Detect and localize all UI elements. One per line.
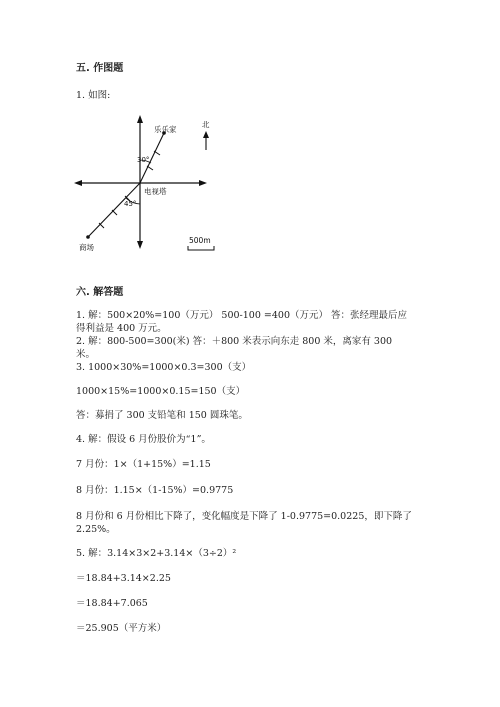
answer-line: 答：募捐了 300 支铅笔和 150 圆珠笔。 [76, 410, 248, 421]
answer-line: ＝18.84+3.14×2.25 [76, 573, 171, 584]
section-5-title: 五. 作图题 [76, 63, 124, 74]
answer-line: 2. 解：800-500=300(米) 答：＋800 米表示向东走 800 米，离家有 300 [76, 336, 393, 347]
answer-line: ＝25.905（平方米） [76, 623, 167, 634]
west-arrow [74, 180, 82, 186]
label-home: 乐乐家 [154, 125, 177, 134]
answer-line: 4. 解：假设 6 月份股价为“1”。 [76, 434, 211, 445]
answer-line: 2.25%。 [76, 524, 116, 535]
mall-point [86, 235, 90, 239]
tick [147, 166, 153, 170]
answer-line: 1. 解：500×20%=100（万元） 500-100 =400（万元） 答：张经理最后应 [76, 310, 408, 321]
label-tower: 电视塔 [144, 187, 167, 196]
east-arrow [199, 180, 207, 186]
answer-line: 8 月份：1.15×（1-15%）=0.9775 [76, 485, 234, 496]
answer-line: 8 月份和 6 月份相比下降了，变化幅度是下降了 1-0.9775=0.0225，即下降了 [76, 511, 412, 522]
answer-line: 1000×15%=1000×0.15=150（支） [76, 386, 246, 397]
south-axis-arrow [137, 241, 143, 249]
label-angle-30: 30° [137, 156, 150, 164]
question-1-label: 1. 如图: [76, 90, 111, 101]
label-scale: 500m [189, 236, 211, 245]
label-north: 北 [202, 120, 210, 129]
answer-line: 米。 [76, 349, 96, 360]
answer-line: 5. 解：3.14×3×2+3.14×（3÷2）² [76, 548, 237, 559]
tick [112, 210, 117, 215]
answer-line: 7 月份：1×（1+15%）=1.15 [76, 459, 211, 470]
section-6-title: 六. 解答题 [76, 287, 124, 298]
answer-line: 3. 1000×30%=1000×0.3=300（支） [76, 362, 252, 373]
north-axis-arrow [137, 115, 143, 123]
label-mall: 商场 [79, 243, 94, 252]
north-arrow-icon [203, 131, 209, 138]
scale-bar [188, 246, 214, 250]
answer-line: ＝18.84+7.065 [76, 598, 148, 609]
line-to-mall [88, 183, 140, 237]
answer-line: 得利益是 400 万元。 [76, 323, 167, 334]
label-angle-45: 45° [124, 200, 137, 208]
